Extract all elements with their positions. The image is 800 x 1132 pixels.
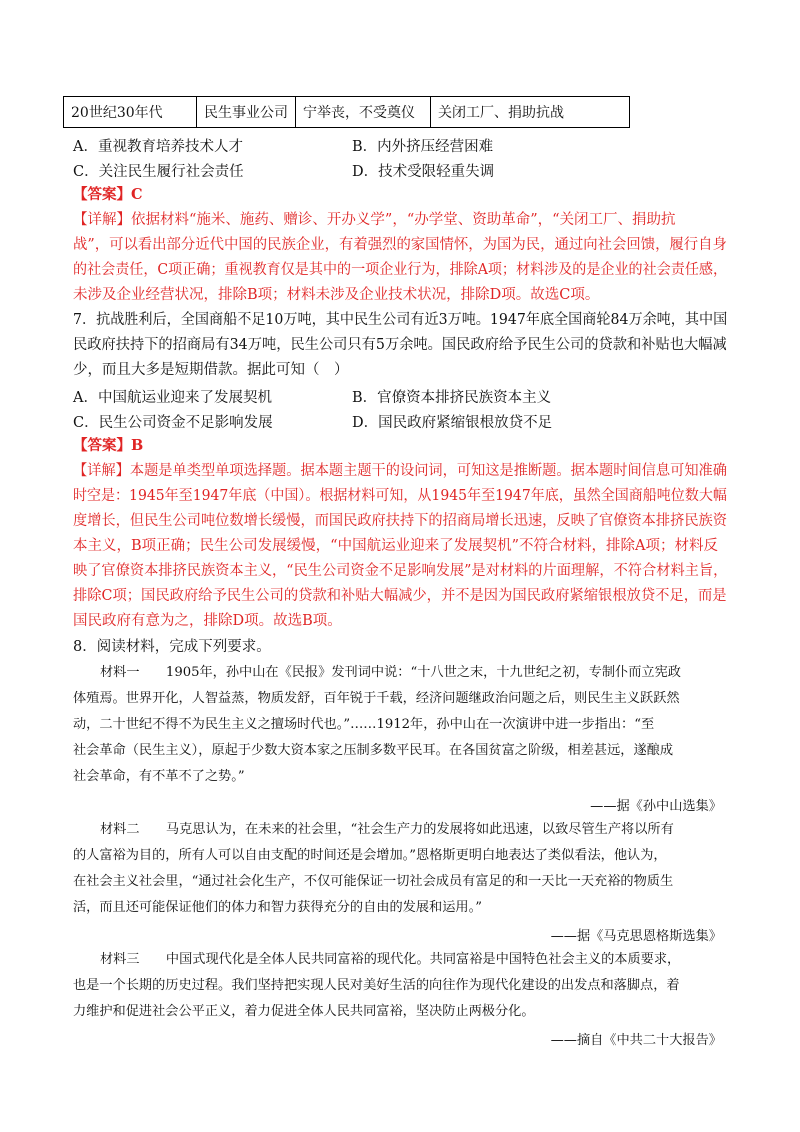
table-cell: 20世纪30年代 bbox=[64, 97, 197, 128]
material-2-line: 的人富裕为目的，所有人可以自由支配的时间还是会增加。”恩格斯更明白地表达了类似看法，他认为， bbox=[73, 848, 667, 863]
material-3-line: 也是一个长期的历史过程。我们坚持把实现人民对美好生活的向往作为现代化建设的出发点和落脚点，着 bbox=[73, 978, 680, 993]
q7-detail-line: 排除C项；国民政府给予民生公司的贷款和补贴大幅减少，并不是因为国民政府紧缩银根放贷不足，而是 bbox=[73, 588, 727, 604]
q6-detail-line: 【详解】依据材料“施米、施药、赠诊、开办义学”，“办学堂、资助革命”，“关闭工厂、捐助抗 bbox=[73, 212, 676, 228]
table-cell: 宁举丧，不受奠仪 bbox=[296, 97, 431, 128]
table-cell: 民生事业公司 bbox=[197, 97, 296, 128]
q7-stem-line: 民政府扶持下的招商局有34万吨，民生公司只有5万余吨。国民政府给予民生公司的贷款和补贴也大幅减 bbox=[73, 337, 727, 353]
q7-option-a: A．中国航运业迎来了发展契机 bbox=[73, 390, 272, 406]
material-3-line: 力维护和促进社会公平正义，着力促进全体人民共同富裕，坚决防止两极分化。 bbox=[73, 1004, 535, 1019]
material-1-line: 体殖焉。世界开化，人智益蒸，物质发舒，百年锐于千载，经济问题继政治问题之后，则民生主义跃跃然 bbox=[73, 691, 680, 706]
material-3-line: 材料三 中国式现代化是全体人民共同富裕的现代化。共同富裕是中国特色社会主义的本质要求， bbox=[100, 952, 681, 967]
q7-detail-line: 【详解】本题是单类型单项选择题。据本题主题干的设问词，可知这是推断题。据本题时间信息可知准确 bbox=[73, 463, 727, 479]
info-table bbox=[63, 96, 630, 128]
material-1-line: 社会革命，有不革不了之势。” bbox=[73, 769, 245, 784]
table-row bbox=[64, 97, 630, 128]
q6-option-c: C．关注民生履行社会责任 bbox=[73, 164, 244, 180]
material-1-line: 社会革命（民生主义），原起于少数大资本家之压制多数平民耳。在各国贫富之阶级，相差甚远，遂酿成 bbox=[73, 743, 674, 758]
material-2-line: 材料二 马克思认为，在未来的社会里，“社会生产力的发展将如此迅速，以致尽管生产将以所有 bbox=[100, 822, 674, 837]
material-1-source: ——据《孙中山选集》 bbox=[590, 799, 722, 814]
q6-option-b: B．内外挤压经营困难 bbox=[352, 139, 494, 155]
q6-detail-line: 战”，可以看出部分近代中国的民族企业，有着强烈的家国情怀，为国为民，通过向社会回馈，履行自身 bbox=[73, 237, 727, 253]
material-3-source: ——摘自《中共二十大报告》 bbox=[550, 1033, 722, 1048]
q7-detail-line: 本主义，B项正确；民生公司发展缓慢，“中国航运业迎来了发展契机”不符合材料，排除A项；材料反 bbox=[73, 538, 718, 554]
q8-stem: 8．阅读材料，完成下列要求。 bbox=[73, 639, 271, 655]
q7-answer: 【答案】B bbox=[73, 437, 144, 454]
q7-stem-line: 7．抗战胜利后，全国商船不足10万吨，其中民生公司有近3万吨。1947年底全国商轮84万余吨，其中国 bbox=[73, 312, 728, 328]
q7-option-b: B．官僚资本排挤民族资本主义 bbox=[352, 390, 552, 406]
q7-stem-line: 少，而且大多是短期借款。据此可知（ ） bbox=[73, 362, 349, 378]
material-2-source: ——据《马克思恩格斯选集》 bbox=[550, 929, 722, 944]
q6-detail-line: 未涉及企业经营状况，排除B项；材料未涉及企业技术状况，排除D项。故选C项。 bbox=[73, 287, 600, 303]
q7-detail-line: 国民政府有意为之，排除D项。故选B项。 bbox=[73, 613, 342, 629]
material-2-line: 活，而且还可能保证他们的体力和智力获得充分的自由的发展和运用。” bbox=[73, 900, 482, 915]
q6-option-d: D．技术受限轻重失调 bbox=[352, 164, 495, 180]
table-cell: 关闭工厂、捐助抗战 bbox=[431, 97, 630, 128]
q7-option-d: D．国民政府紧缩银根放贷不足 bbox=[352, 415, 553, 431]
material-1-line: 材料一 1905年，孙中山在《民报》发刊词中说：“十八世之末，十九世纪之初，专制仆而立宪政 bbox=[100, 665, 681, 680]
q6-detail-line: 的社会责任，C项正确；重视教育仅是其中的一项企业行为，排除A项；材料涉及的是企业的社会责任感， bbox=[73, 262, 728, 278]
q7-detail-line: 度增长，但民生公司吨位数增长缓慢，而国民政府扶持下的招商局增长迅速，反映了官僚资本排挤民族资 bbox=[73, 513, 727, 529]
q7-option-c: C．民生公司资金不足影响发展 bbox=[73, 415, 273, 431]
q6-answer: 【答案】C bbox=[73, 186, 143, 203]
q6-option-a: A．重视教育培养技术人才 bbox=[73, 139, 243, 155]
material-1-line: 动，二十世纪不得不为民生主义之擅场时代也。”……1912年，孙中山在一次演讲中进一步指出：“至 bbox=[73, 717, 655, 732]
q7-detail-line: 时空是：1945年至1947年底（中国）。根据材料可知，从1945年至1947年底，虽然全国商船吨位数大幅 bbox=[73, 488, 727, 504]
q7-detail-line: 映了官僚资本排挤民族资本主义，“民生公司资金不足影响发展”是对材料的片面理解，不符合材料主旨， bbox=[73, 563, 728, 579]
material-2-line: 在社会主义社会里，“通过社会化生产，不仅可能保证一切社会成员有富足的和一天比一天充裕的物质生 bbox=[73, 874, 674, 889]
